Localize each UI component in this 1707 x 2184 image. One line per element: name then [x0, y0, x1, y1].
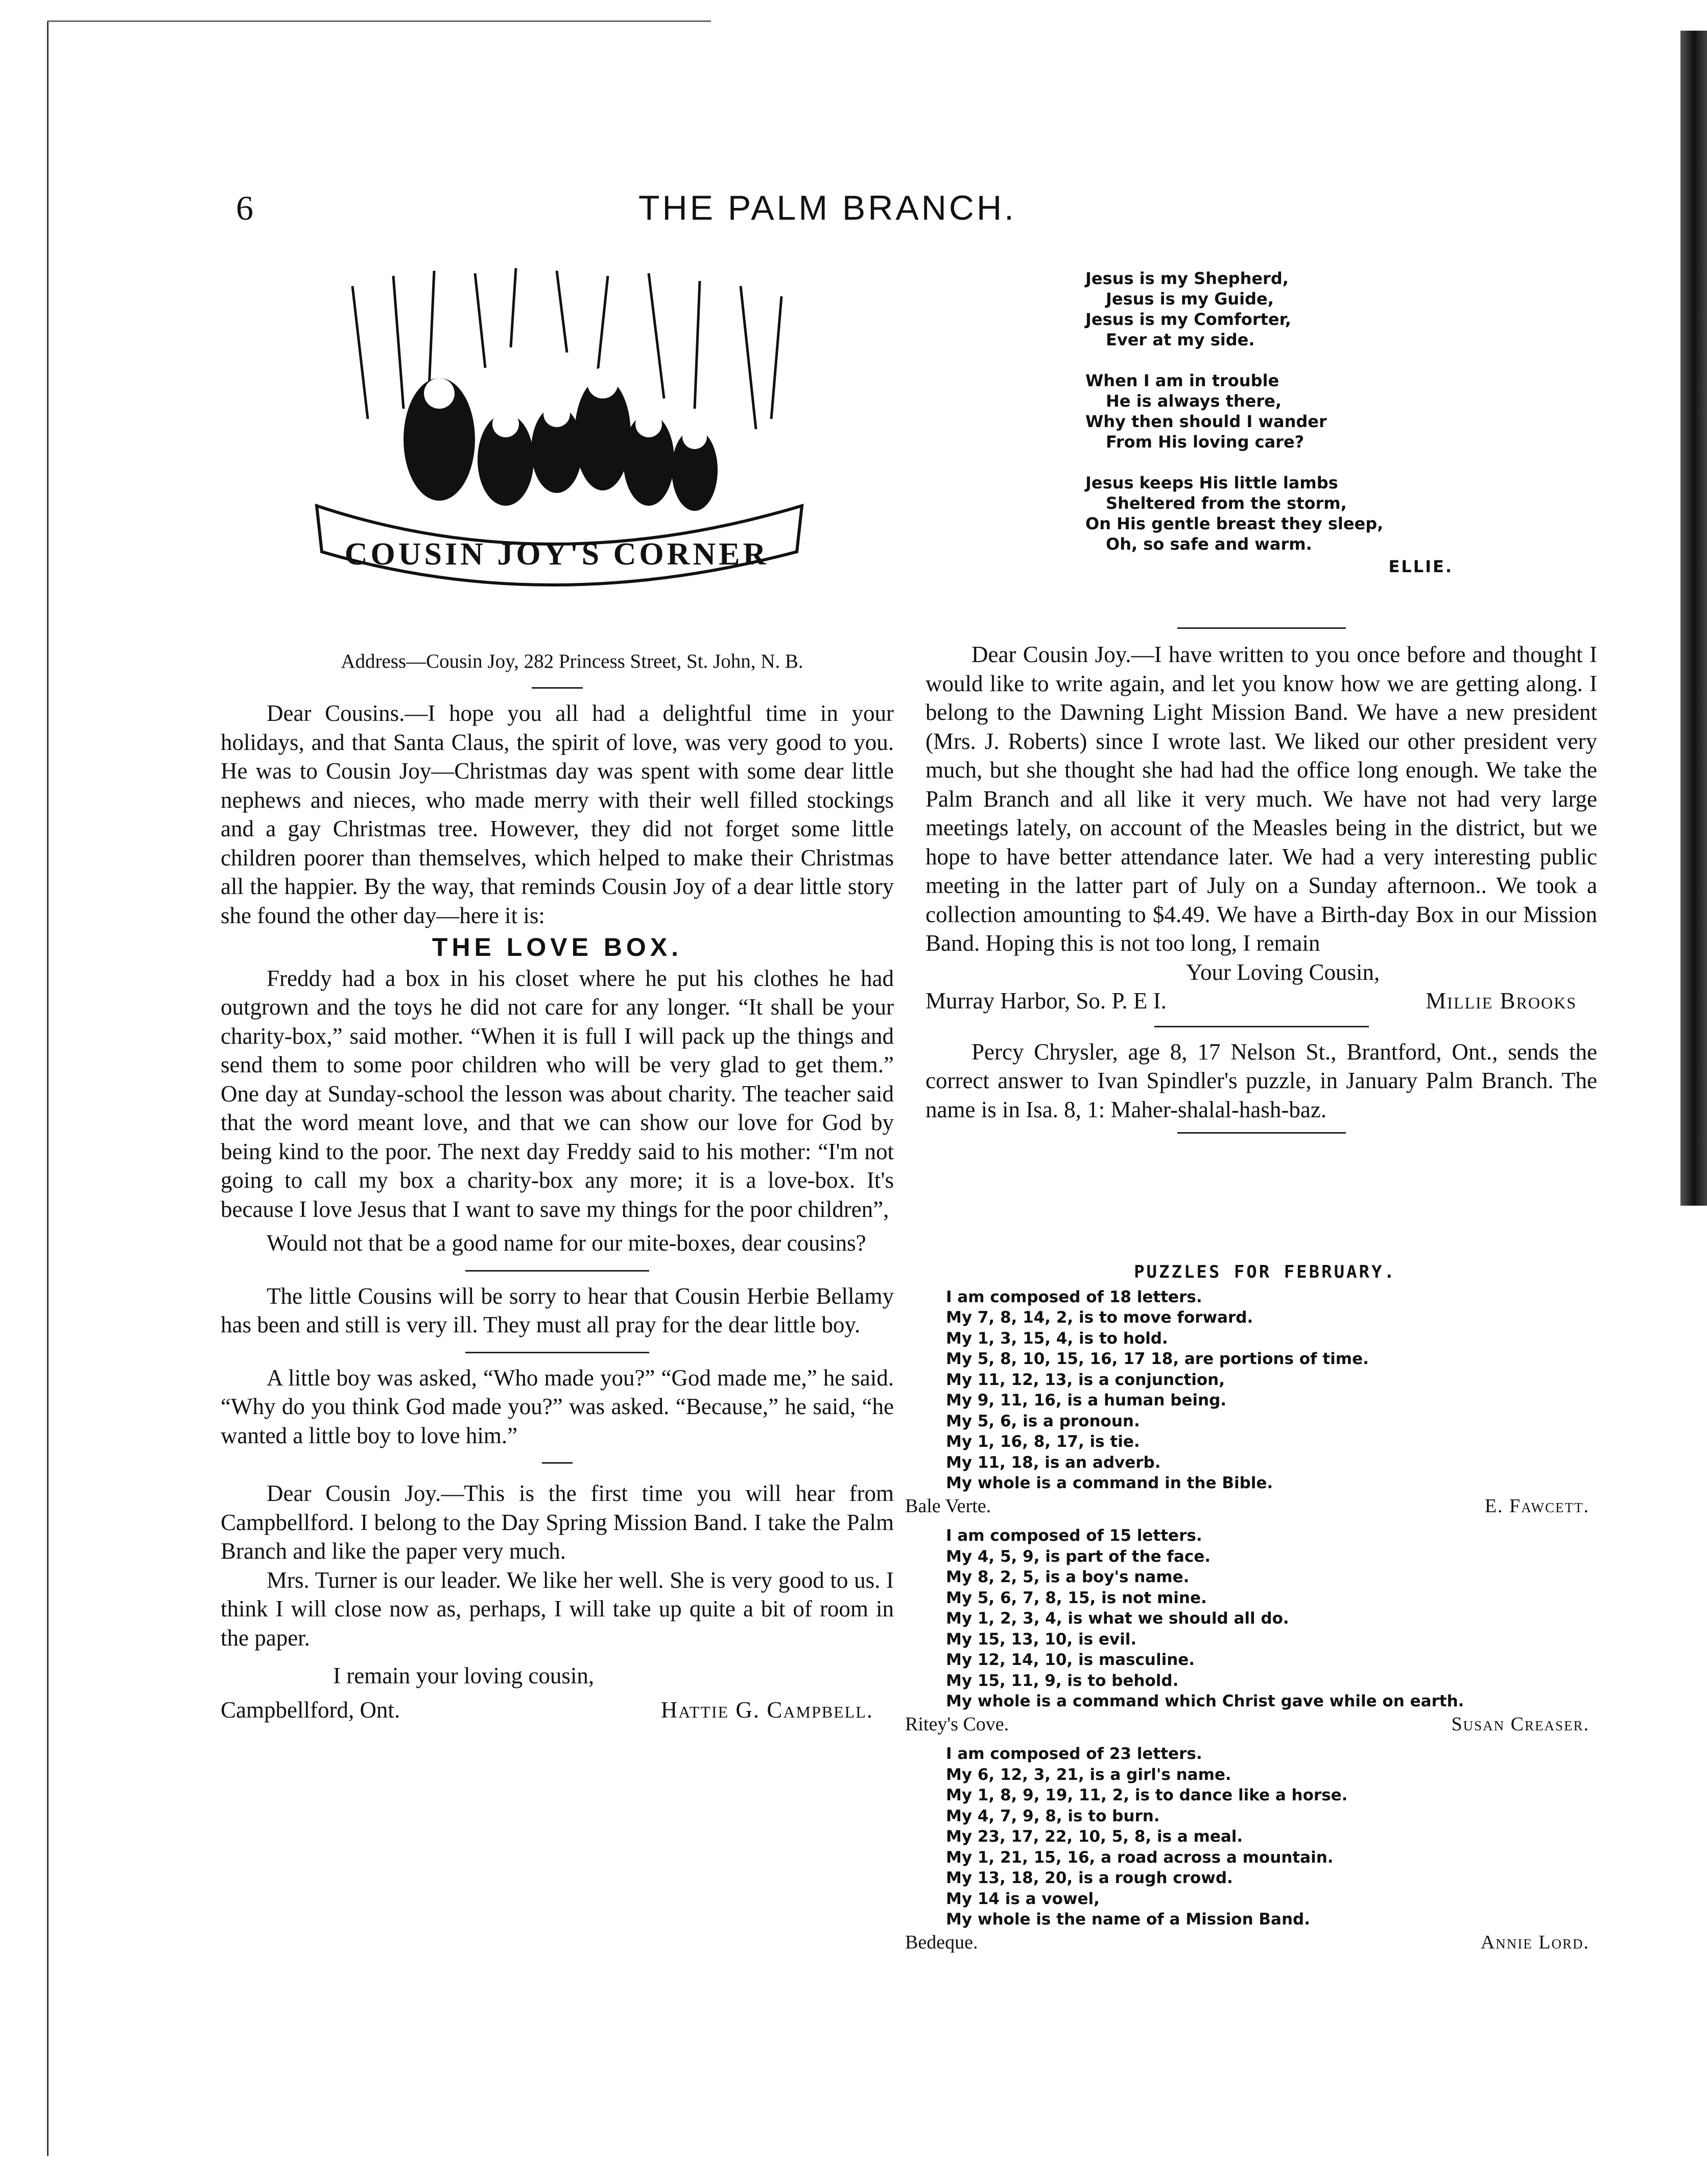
story-title: THE LOVE BOX. — [432, 933, 683, 961]
poem-line: Jesus is my Comforter, — [1085, 310, 1291, 329]
puzzle-line: I am composed of 23 letters. — [946, 1745, 1202, 1763]
puzzle-place: Bedeque. — [905, 1931, 978, 1953]
puzzle-line: My 11, 18, is an adverb. — [946, 1453, 1161, 1472]
divider — [542, 1462, 573, 1464]
puzzle-line: My 1, 16, 8, 17, is tie. — [946, 1432, 1140, 1451]
puzzle-line: My 14 is a vowel, — [946, 1889, 1100, 1908]
signature-name: Millie Brooks — [1426, 988, 1577, 1014]
puzzle-signature — [905, 1714, 1605, 1735]
puzzle-set — [905, 1287, 1605, 1517]
story-paragraph: Freddy had a box in his closet where he put his clothes he had outgrown and the toys he did not care for any longer. “It shall be your charity-box,” said mother. “When it is full I will pack up the things and send them to some poor children who will be very glad to get them.” One day at Sunday-school the lesson was about charity. The teacher said that the word meant love, and that we can show our love for God by being kind to the poor. The next day Freddy said to his mother: “I'm not going to call my box a charity-box any more; it is a love-box. It's because I love Jesus that I want to save my things for the poor children”, — [221, 965, 894, 1222]
left-column — [221, 682, 894, 1724]
letter-paragraph: Dear Cousin Joy.—This is the first time you will hear from Campbellford. I belong to the Day Spring Mission Band. I take the Palm Branch and like the paper very much. — [221, 1481, 894, 1564]
puzzles-section — [905, 1262, 1605, 1962]
letter-paragraph: Mrs. Turner is our leader. We like her well. She is very good to us. I think I will close now as, perhaps, I will take up quite a bit of room in the paper. — [221, 1567, 894, 1651]
poem-line: From His loving care? — [1106, 432, 1305, 452]
banner-text: COUSIN JOY'S CORNER — [344, 537, 769, 572]
percy-paragraph: Percy Chrysler, age 8, 17 Nelson St., Brantford, Ont., sends the correct answer to Ivan Spindler's puzzle, in January Palm Branch. The name is in Isa. 8, 1: Maher-shalal-hash-baz. — [926, 1039, 1597, 1122]
poem-stanza — [1085, 370, 1453, 452]
little-boy-paragraph: A little boy was asked, “Who made you?” “God made me,” he said. “Why do you think God made you?” was asked. “Because,” he said, “he wanted a little boy to love him.” — [221, 1365, 894, 1448]
divider — [465, 1270, 649, 1272]
divider — [1177, 627, 1346, 629]
poem-line: When I am in trouble — [1085, 371, 1279, 390]
page-number: 6 — [236, 189, 253, 227]
puzzle-author: Annie Lord. — [1480, 1931, 1590, 1953]
poem-line: Jesus is my Guide, — [1106, 289, 1274, 309]
puzzle-line: My 23, 17, 22, 10, 5, 8, is a meal. — [946, 1827, 1243, 1846]
signature-name: Hattie G. Campbell. — [660, 1697, 873, 1723]
puzzle-line: I am composed of 15 letters. — [946, 1527, 1202, 1545]
letter-signature — [221, 1696, 894, 1725]
poem-line: On His gentle breast they sleep, — [1085, 514, 1384, 533]
page-title: THE PALM BRANCH. — [638, 189, 1016, 227]
poem — [1085, 268, 1453, 577]
puzzle-place: Ritey's Cove. — [905, 1713, 1009, 1735]
puzzle-line: My whole is a command which Christ gave while on earth. — [946, 1692, 1464, 1710]
puzzle-line: My 15, 11, 9, is to behold. — [946, 1671, 1179, 1690]
puzzle-line: My 9, 11, 16, is a human being. — [946, 1391, 1227, 1410]
puzzle-line: My 1, 2, 3, 4, is what we should all do. — [946, 1609, 1289, 1628]
binding-edge — [1680, 31, 1707, 1206]
divider — [465, 1352, 649, 1353]
herbie-paragraph: The little Cousins will be sorry to hear that Cousin Herbie Bellamy has been and still is very ill. They must all pray for the dear little boy. — [221, 1283, 894, 1337]
puzzle-line: My 5, 6, is a pronoun. — [946, 1412, 1140, 1430]
poem-line: Why then should I wander — [1085, 412, 1327, 431]
millie-letter: Dear Cousin Joy.—I have written to you once before and thought I would like to write again, and let you know how we are getting along. I belong to the Dawning Light Mission Band. We have a new president (Mrs. J. Roberts) since I wrote last. We liked our other president very much, but she thought she had had the office long enough. We take the Palm Branch and all like it very much. We have not had very large meetings lately, on account of the Measles being in the district, but we hope to have better attendance later. We had a very interesting public meeting in the latter part of July on a Sunday afternoon.. We took a collection amounting to $4.49. We have a Birth-day Box in our Mission Band. Hoping this is not too long, I remain — [926, 642, 1597, 956]
poem-line: Oh, so safe and warm. — [1106, 534, 1312, 554]
signature-place: Murray Harbor, So. P. E I. — [926, 988, 1167, 1014]
puzzle-line: My 11, 12, 13, is a conjunction, — [946, 1370, 1225, 1389]
letter-closing: I remain your loving cousin, — [333, 1663, 595, 1688]
puzzle-line: My whole is the name of a Mission Band. — [946, 1910, 1311, 1929]
page-border-top — [47, 20, 711, 22]
puzzle-line: My 5, 8, 10, 15, 16, 17 18, are portions of time. — [946, 1350, 1369, 1368]
cousin-joy-illustration — [291, 266, 827, 618]
letter-signature — [926, 987, 1597, 1016]
poem-line: He is always there, — [1106, 391, 1282, 411]
intro-paragraph: Dear Cousins.—I hope you all had a delightful time in your holidays, and that Santa Claus, the spirit of love, was very good to you. He was to Cousin Joy—Christmas day was spent with some dear little nephews and nieces, who made merry with their well filled stockings and a gay Christmas tree. However, they did not forget some little children poorer than themselves, which helped to make their Christmas all the happier. By the way, that reminds Cousin Joy of a dear little story she found the other day—here it is: — [221, 700, 894, 928]
address-caption: Address—Cousin Joy, 282 Princess Street, St. John, N. B. — [341, 650, 803, 672]
divider — [1177, 1132, 1346, 1134]
puzzle-line: My whole is a command in the Bible. — [946, 1474, 1273, 1492]
puzzle-place: Bale Verte. — [905, 1495, 991, 1517]
puzzle-line: My 1, 21, 15, 16, a road across a mountain. — [946, 1848, 1334, 1867]
poem-line: Jesus keeps His little lambs — [1085, 473, 1338, 492]
poem-stanza — [1085, 268, 1453, 350]
letter-closing: Your Loving Cousin, — [1186, 959, 1380, 985]
puzzle-line: My 8, 2, 5, is a boy's name. — [946, 1568, 1190, 1586]
poem-line: Ever at my side. — [1106, 330, 1255, 349]
puzzle-line: My 1, 3, 15, 4, is to hold. — [946, 1329, 1168, 1348]
poem-author: ELLIE. — [1388, 557, 1453, 576]
puzzles-title: PUZZLES FOR FEBRUARY. — [1134, 1262, 1396, 1282]
puzzle-line: My 4, 5, 9, is part of the face. — [946, 1547, 1211, 1566]
puzzle-author: Susan Creaser. — [1451, 1713, 1590, 1735]
puzzle-set — [905, 1744, 1605, 1953]
mite-box-paragraph: Would not that be a good name for our mite-boxes, dear cousins? — [267, 1230, 866, 1256]
puzzle-line: My 6, 12, 3, 21, is a girl's name. — [946, 1765, 1231, 1784]
puzzle-line: I am composed of 18 letters. — [946, 1287, 1202, 1306]
puzzle-set — [905, 1525, 1605, 1735]
poem-stanza — [1085, 473, 1453, 554]
divider — [532, 687, 583, 689]
poem-line: Jesus is my Shepherd, — [1085, 269, 1289, 288]
poem-line: Sheltered from the storm, — [1106, 494, 1347, 513]
page-border-left — [47, 20, 49, 2156]
puzzle-author: E. Fawcett. — [1484, 1495, 1590, 1517]
puzzle-signature — [905, 1496, 1605, 1517]
signature-place: Campbellford, Ont. — [221, 1697, 400, 1723]
puzzle-line: My 12, 14, 10, is masculine. — [946, 1651, 1195, 1669]
divider — [1154, 1026, 1369, 1027]
puzzle-line: My 15, 13, 10, is evil. — [946, 1630, 1137, 1649]
puzzle-line: My 1, 8, 9, 19, 11, 2, is to dance like a horse. — [946, 1786, 1348, 1804]
puzzle-line: My 7, 8, 14, 2, is to move forward. — [946, 1308, 1253, 1327]
right-column — [926, 643, 1597, 1144]
puzzle-line: My 13, 18, 20, is a rough crowd. — [946, 1869, 1233, 1887]
puzzle-line: My 5, 6, 7, 8, 15, is not mine. — [946, 1588, 1207, 1607]
puzzle-line: My 4, 7, 9, 8, is to burn. — [946, 1806, 1160, 1825]
puzzle-signature — [905, 1932, 1605, 1953]
